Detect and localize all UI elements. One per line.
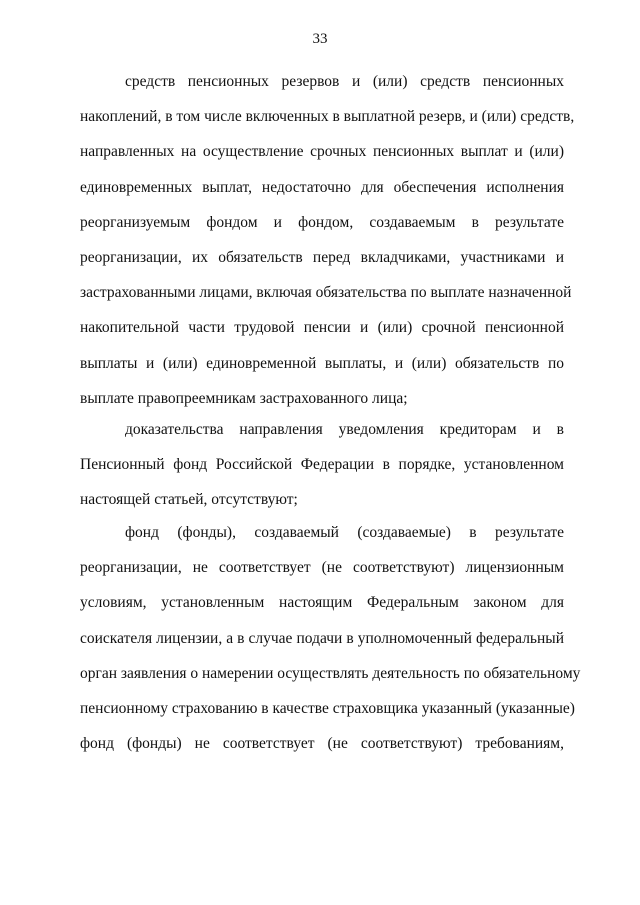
text-line: выплаты и (или) единовременной выплаты, и (или) обязательств по <box>80 354 564 372</box>
text-line: Пенсионный фонд Российской Федерации в порядке, установленном <box>80 456 564 474</box>
text-line: реорганизации, их обязательств перед вкладчиками, участниками и <box>80 248 564 266</box>
text-line: соискателя лицензии, а в случае подачи в уполномоченный федеральный <box>80 629 564 647</box>
text-line: накопительной части трудовой пенсии и (или) срочной пенсионной <box>80 319 564 337</box>
text-line: направленных на осуществление срочных пенсионных выплат и (или) <box>80 143 564 161</box>
text-line: выплате правопреемникам застрахованного лица; <box>80 389 408 407</box>
text-line: фонд (фонды), создаваемый (создаваемые) в результате <box>125 524 564 541</box>
text-line: единовременных выплат, недостаточно для обеспечения исполнения <box>80 178 564 196</box>
text-line: доказательства направления уведомления кредиторам и в <box>125 421 564 438</box>
text-line: накоплений, в том числе включенных в выплатной резерв, и (или) средств, <box>80 108 575 126</box>
page-number: 33 <box>312 31 328 47</box>
text-line: реорганизации, не соответствует (не соответствуют) лицензионным <box>80 559 564 577</box>
text-line: реорганизуемым фондом и фондом, создаваемым в результате <box>80 213 564 231</box>
text-line: средств пенсионных резервов и (или) средств пенсионных <box>125 73 564 90</box>
text-line: пенсионному страхованию в качестве страховщика указанный (указанные) <box>80 699 575 717</box>
paragraph-license-conditions <box>80 515 581 761</box>
text-line: настоящей статьей, отсутствуют; <box>80 491 298 509</box>
paragraph-reorganization-funds <box>80 64 575 416</box>
text-line: орган заявления о намерении осуществлять деятельность по обязательному <box>80 664 581 682</box>
text-line: условиям, установленным настоящим Федеральным законом для <box>80 594 564 612</box>
text-line: застрахованными лицами, включая обязательства по выплате назначенной <box>80 284 572 302</box>
paragraph-creditor-notice <box>80 412 564 518</box>
text-line: фонд (фонды) не соответствует (не соответствуют) требованиям, <box>80 735 564 753</box>
